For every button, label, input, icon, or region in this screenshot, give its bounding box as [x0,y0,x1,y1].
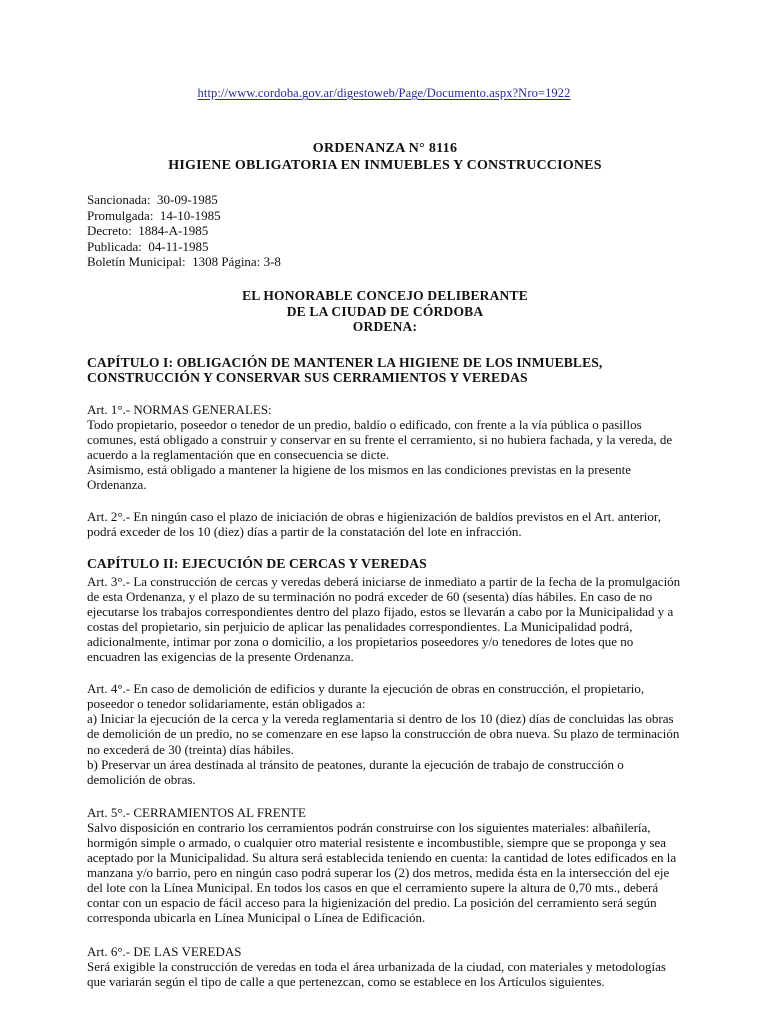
article-1-paragraph-2: Asimismo, está obligado a mantener la higiene de los mismos en las condiciones previstas en la presente Ordenanza. [87,461,632,492]
article-1-paragraph-1: Todo propietario, poseedor o tenedor de un predio, baldío o edificado, con frente a la vía pública o pasillos comunes, está obligado a construir y conservar en su frente el cerramiento, si no hubiera fachada, y la vereda, de acuerdo a la reglamentación que en consecuencia se dicte. [87,416,673,462]
metadata-decreto: Decreto: 1884-A-1985 [87,223,209,239]
article-4-block [87,681,683,787]
article-1-heading: Art. 1°.- NORMAS GENERALES: [87,401,272,417]
issuing-organ-block [87,288,683,335]
metadata-publicada: Publicada: 04-11-1985 [87,238,209,254]
article-6-heading: Art. 6°.- DE LAS VEREDAS [87,943,242,959]
article-4-item-a: a) Iniciar la ejecución de la cerca y la vereda reglamentaria si dentro de los 10 (diez) días de concluidas las obras de demolición de un predio, no se comenzare en ese lapso la construcción de obra nueva. Su plazo de terminación no excederá de 30 (treinta) días hábiles. [87,711,680,757]
document-body [87,140,683,989]
metadata-promulgada: Promulgada: 14-10-1985 [87,207,221,223]
source-url-link[interactable]: http://www.cordoba.gov.ar/digestoweb/Page/Documento.aspx?Nro=1922 [197,86,571,100]
metadata-sancionada: Sancionada: 30-09-1985 [87,192,218,207]
article-5-paragraph: Salvo disposición en contrario los cerramientos podrán construirse con los siguientes materiales: albañilería, hormigón simple o armado, o cualquier otro material resistente e incombustible, siempre que se proponga y sea aceptado por la Municipalidad. Su altura será establecida teniendo en cuenta: la cantidad de lotes edificados en la manzana y/o barrio, pero en ningún caso podrá superar los (2) dos metros, medida ésta en la intersección del eje del lote con la Línea Municipal. En todos los casos en que el cerramiento supere la altura de 0,70 mts., deberá contar con un espacio de fácil acceso para la higienización del predio. La posición del cerramiento será según corresponda ubicarla en Línea Municipal o Línea de Edificación. [87,819,677,926]
article-4-item-b: b) Preservar un área destinada al tránsito de peatones, durante la ejecución de trabajo de construcción o demolición de obras. [87,756,624,787]
chapter-2-heading [87,556,683,571]
article-2-paragraph: Art. 2°.- En ningún caso el plazo de iniciación de obras e higienización de baldíos previstos en el Art. anterior, podrá exceder de los 10 (diez) días a partir de la constatación del lote en infracción. [87,509,661,540]
article-5-block [87,805,683,926]
ordinance-metadata-block [87,192,683,270]
article-2-block [87,509,683,539]
chapter-1-heading-line-2: CONSTRUCCIÓN Y CONSERVAR SUS CERRAMIENTOS Y VEREDAS [87,370,528,386]
ordinance-number-title: ORDENANZA N° 8116 [312,141,458,156]
article-6-block [87,944,683,989]
ordinance-subject-title: HIGIENE OBLIGATORIA EN INMUEBLES Y CONSTRUCCIONES [168,158,602,173]
source-url-bar [0,84,768,102]
organ-line-council: EL HONORABLE CONCEJO DELIBERANTE [242,287,528,303]
organ-line-city: DE LA CIUDAD DE CÓRDOBA [286,303,484,319]
chapter-1-heading [87,355,683,386]
article-5-heading: Art. 5°.- CERRAMIENTOS AL FRENTE [87,804,306,820]
article-1-block [87,402,683,492]
chapter-1-heading-line-1: CAPÍTULO I: OBLIGACIÓN DE MANTENER LA HIGIENE DE LOS INMUEBLES, [87,354,603,370]
metadata-boletin: Boletín Municipal: 1308 Página: 3-8 [87,254,281,270]
chapter-2-heading-line-1: CAPÍTULO II: EJECUCIÓN DE CERCAS Y VEREDAS [87,556,427,572]
article-6-paragraph: Será exigible la construcción de veredas en toda el área urbanizada de la ciudad, con materiales y metodologías que variarán según el tipo de calle a que pertenezcan, como se establece en los Artículos siguientes. [87,958,666,989]
article-3-block [87,574,683,665]
article-3-paragraph: Art. 3°.- La construcción de cercas y veredas deberá iniciarse de inmediato a partir de la fecha de la promulgación de esta Ordenanza, y el plazo de su terminación no podrá exceder de 60 (sesenta) días hábiles. En caso de no ejecutarse los trabajos correspondientes dentro del plazo fijado, estos se llevarán a cabo por la Municipalidad y a costas del propietario, sin perjuicio de aplicar las penalidades correspondientes. La Municipalidad podrá, adicionalmente, intimar por zona o domicilio, a los propietarios poseedores y/o tenedores de lotes que no encuadren las exigencias de la presente Ordenanza. [87,573,681,665]
organ-line-ordena: ORDENA: [352,319,418,335]
article-4-paragraph: Art. 4°.- En caso de demolición de edificios y durante la ejecución de obras en construcción, el propietario, poseedor o tenedor solidariamente, están obligados a: [87,681,645,712]
